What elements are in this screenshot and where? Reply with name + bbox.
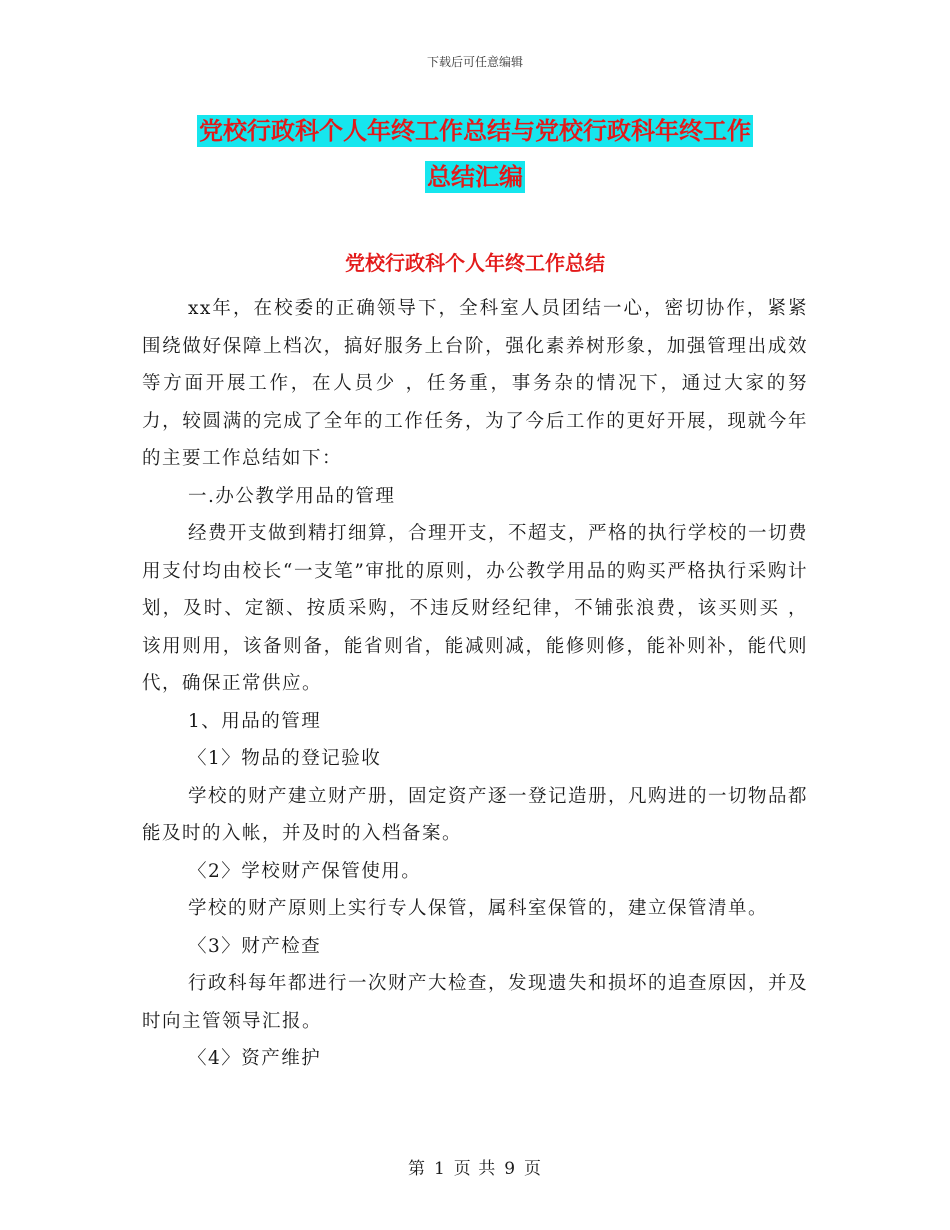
- main-title-line1: 党校行政科个人年终工作总结与党校行政科年终工作: [199, 117, 751, 145]
- paragraph: xx年，在校委的正确领导下，全科室人员团结一心，密切协作，紧紧围绕做好保障上档次，搞好服务上台阶，强化素养树形象，加强管理出成效等方面开展工作，在人员少 ，任务重，事务杂的情况下，通过大家的努力，较圆满的完成了全年的工作任务，为了今后工作的更好开展，现就今年的主要工作总结如下：: [142, 298, 808, 469]
- body-text: [142, 290, 808, 1078]
- paragraph: 经费开支做到精打细算，合理开支，不超支，严格的执行学校的一切费用支付均由校长“一支笔”审批的原则，办公教学用品的购买严格执行采购计划，及时、定额、按质采购，不违反财经纪律，不铺张浪费，该买则买 ，该用则用，该备则备，能省则省，能减则减，能修则修，能补则补，能代则代，确保正常供应。: [142, 523, 809, 694]
- subheading-inspection: 〈3〉财产检查: [188, 935, 322, 957]
- paragraph: 学校的财产建立财产册，固定资产逐一登记造册，凡购进的一切物品都能及时的入帐，并及时的入档备案。: [142, 785, 809, 844]
- header-note: 下载后可任意编辑: [426, 55, 523, 69]
- subheading-registration: 〈1〉物品的登记验收: [188, 748, 382, 769]
- section-title: 党校行政科个人年终工作总结: [345, 251, 605, 275]
- heading-supplies-management: 1、用品的管理: [188, 710, 322, 732]
- footer-suffix: 页: [524, 1159, 543, 1179]
- paragraph: 学校的财产原则上实行专人保管，属科室保管的，建立保管清单。: [188, 898, 769, 919]
- paragraph: 行政科每年都进行一次财产大检查，发现遗失和损坏的追查原因，并及时向主管领导汇报。: [142, 973, 809, 1032]
- subheading-custody: 〈2〉学校财产保管使用。: [188, 860, 422, 882]
- heading-office-supplies: 一.办公教学用品的管理: [188, 485, 396, 507]
- footer-prefix: 第: [407, 1159, 426, 1179]
- footer-total-pages: 9: [504, 1159, 517, 1179]
- footer-mid: 页 共: [453, 1159, 497, 1179]
- main-title-line2: 总结汇编: [427, 163, 523, 191]
- footer-page-number: 1: [433, 1159, 446, 1179]
- page-footer: [0, 1154, 950, 1179]
- subheading-maintenance: 〈4〉资产维护: [188, 1048, 322, 1069]
- main-title: [140, 108, 810, 200]
